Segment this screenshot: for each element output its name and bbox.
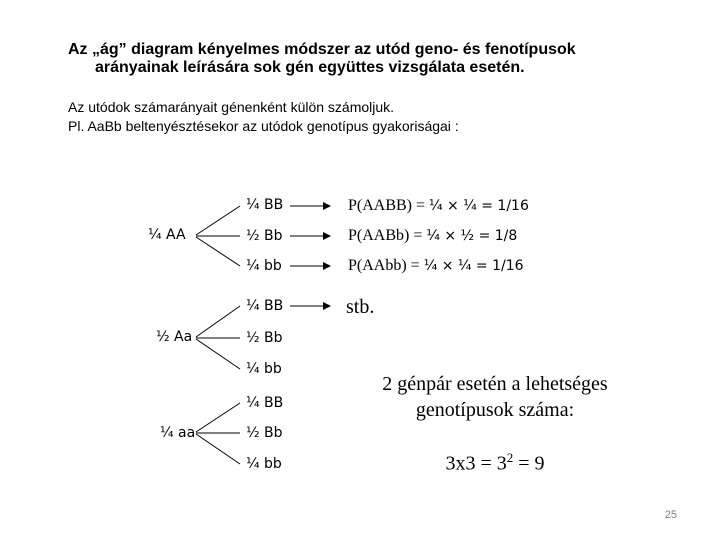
- page-number: 25: [664, 509, 677, 521]
- tree-branch-label: ¼ BB: [246, 298, 284, 314]
- tree-branch-label: ½ Bb: [246, 228, 283, 244]
- intro-line2: Pl. AaBb beltenyésztésekor az utódok genotípus gyakoriságai :: [68, 118, 459, 134]
- probability-result: P(AABb) = ¼ × ½ = 1/8: [348, 227, 518, 244]
- etc-label: stb.: [346, 296, 375, 318]
- tree-root-aa-recessive: ¼ aa: [160, 425, 196, 441]
- probability-result: P(AABB) = ¼ × ¼ = 1/16: [348, 197, 529, 214]
- summary-line1: 2 génpár esetén a lehetséges: [382, 373, 608, 395]
- tree-root-aa-homozygous: ¼ AA: [148, 227, 186, 243]
- branch-line: [196, 403, 240, 432]
- tree-branch-label: ¼ BB: [246, 197, 284, 213]
- branch-line: [196, 237, 240, 266]
- tree-root-aa-heterozygous: ½ Aa: [156, 329, 193, 345]
- intro-line1: Az utódok számarányait génenként külön számoljuk.: [68, 99, 395, 115]
- branch-line: [196, 206, 240, 235]
- slide-title-line1: Az „ág” diagram kényelmes módszer az utód geno- és fenotípusok: [68, 41, 576, 58]
- tree-branch-label: ½ Bb: [246, 425, 283, 441]
- tree-branch-label: ½ Bb: [246, 330, 283, 346]
- slide-title-line2: arányainak leírására sok gén együttes vizsgálata esetén.: [95, 59, 525, 76]
- probability-result: P(AAbb) = ¼ × ¼ = 1/16: [348, 257, 524, 274]
- tree-branch-label: ¼ BB: [246, 395, 284, 411]
- tree-branch-label: ¼ bb: [246, 456, 282, 472]
- branch-line: [196, 339, 240, 369]
- tree-branch-label: ¼ bb: [246, 258, 282, 274]
- tree-branch-label: ¼ bb: [246, 361, 282, 377]
- summary-formula: $3x3 = 3^2 = 9$: [445, 450, 545, 475]
- branch-line: [196, 434, 240, 464]
- branch-line: [196, 306, 240, 337]
- summary-line2: genotípusok száma:: [415, 399, 575, 421]
